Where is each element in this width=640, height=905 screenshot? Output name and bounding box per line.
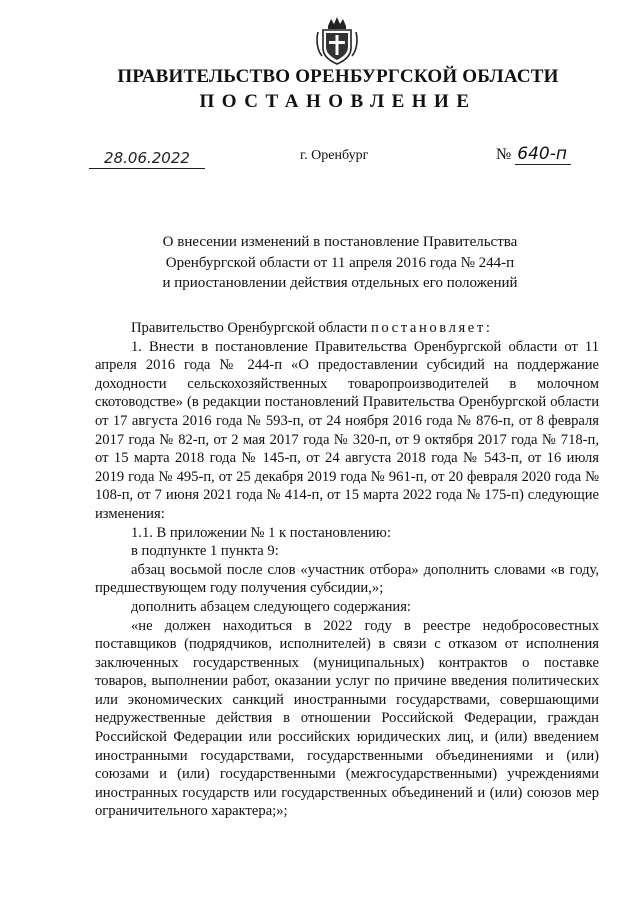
document-type: ПОСТАНОВЛЕНИЕ [199,91,477,112]
organization-name: ПРАВИТЕЛЬСТВО ОРЕНБУРГСКОЙ ОБЛАСТИ [117,66,559,87]
number-value: 640-п [515,144,571,165]
intro-prefix: Правительство Оренбургской области [131,320,371,336]
document-number [496,144,571,164]
body-paragraph: 1.1. В приложении № 1 к постановлению: [131,524,391,541]
subject-line: О внесении изменений в постановление Правительства [162,234,518,250]
intro-verb: постановляет: [370,320,493,336]
body-paragraph: «не должен находиться в 2022 году в реестре недобросовестных поставщиков (подрядчиков, исполнителей) в связи с отказом от исполнения заключенных государственных (муниципальных) контрактов о поставке товаров, выполнении работ, оказании услуг по причине введения политических или экономических санкций иностранными государствами, совершающими недружественные действия в отношении Российской Федерации, граждан Российской Федерации или российских юридических лиц, и (или) введением иностранными государствами, государственными объединениями и (или) союзами и (или) государственными (межгосударственными) учреждениями иностранных государств или государственных объединений и (или) союзов мер ограничительного характера;»; [95,617,599,820]
body-paragraph: 1. Внести в постановление Правительства Оренбургской области от 11 апреля 2016 года № 244-п «О предоставлении субсидий на поддержание доходности сельскохозяйственных товаропроизводителей в молочном скотоводстве» (в редакции постановлений Правительства Оренбургской области от 17 августа 2016 года № 593-п, от 24 ноября 2016 года № 876-п, от 8 февраля 2017 года № 82-п, от 2 мая 2017 года № 320-п, от 9 октября 2017 года № 718-п, от 15 марта 2018 года № 145-п, от 24 августа 2018 года № 543-п, от 16 июля 2019 года № 495-п, от 25 декабря 2019 года № 961-п, от 20 февраля 2020 года № 108-п, от 7 июня 2021 года № 414-п, от 15 марта 2022 года № 175-п) следующие изменения: [95,338,599,522]
document-city: г. Оренбург [300,148,369,163]
subject-line: и приостановлении действия отдельных его положений [162,275,518,291]
document-subject [120,232,560,294]
body-paragraph: в подпункте 1 пункта 9: [131,543,279,560]
body-paragraph: абзац восьмой после слов «участник отбора» дополнить словами «в году, предшествующем году получения субсидии,»; [95,561,599,597]
coat-of-arms-icon [314,16,360,66]
body-paragraph: дополнить абзацем следующего содержания: [131,598,411,615]
document-body [95,319,599,821]
number-sign: № [496,146,512,163]
subject-line: Оренбургской области от 11 апреля 2016 года № 244-п [165,254,515,271]
intro-paragraph [95,319,599,338]
document-date: 28.06.2022 [89,149,205,169]
